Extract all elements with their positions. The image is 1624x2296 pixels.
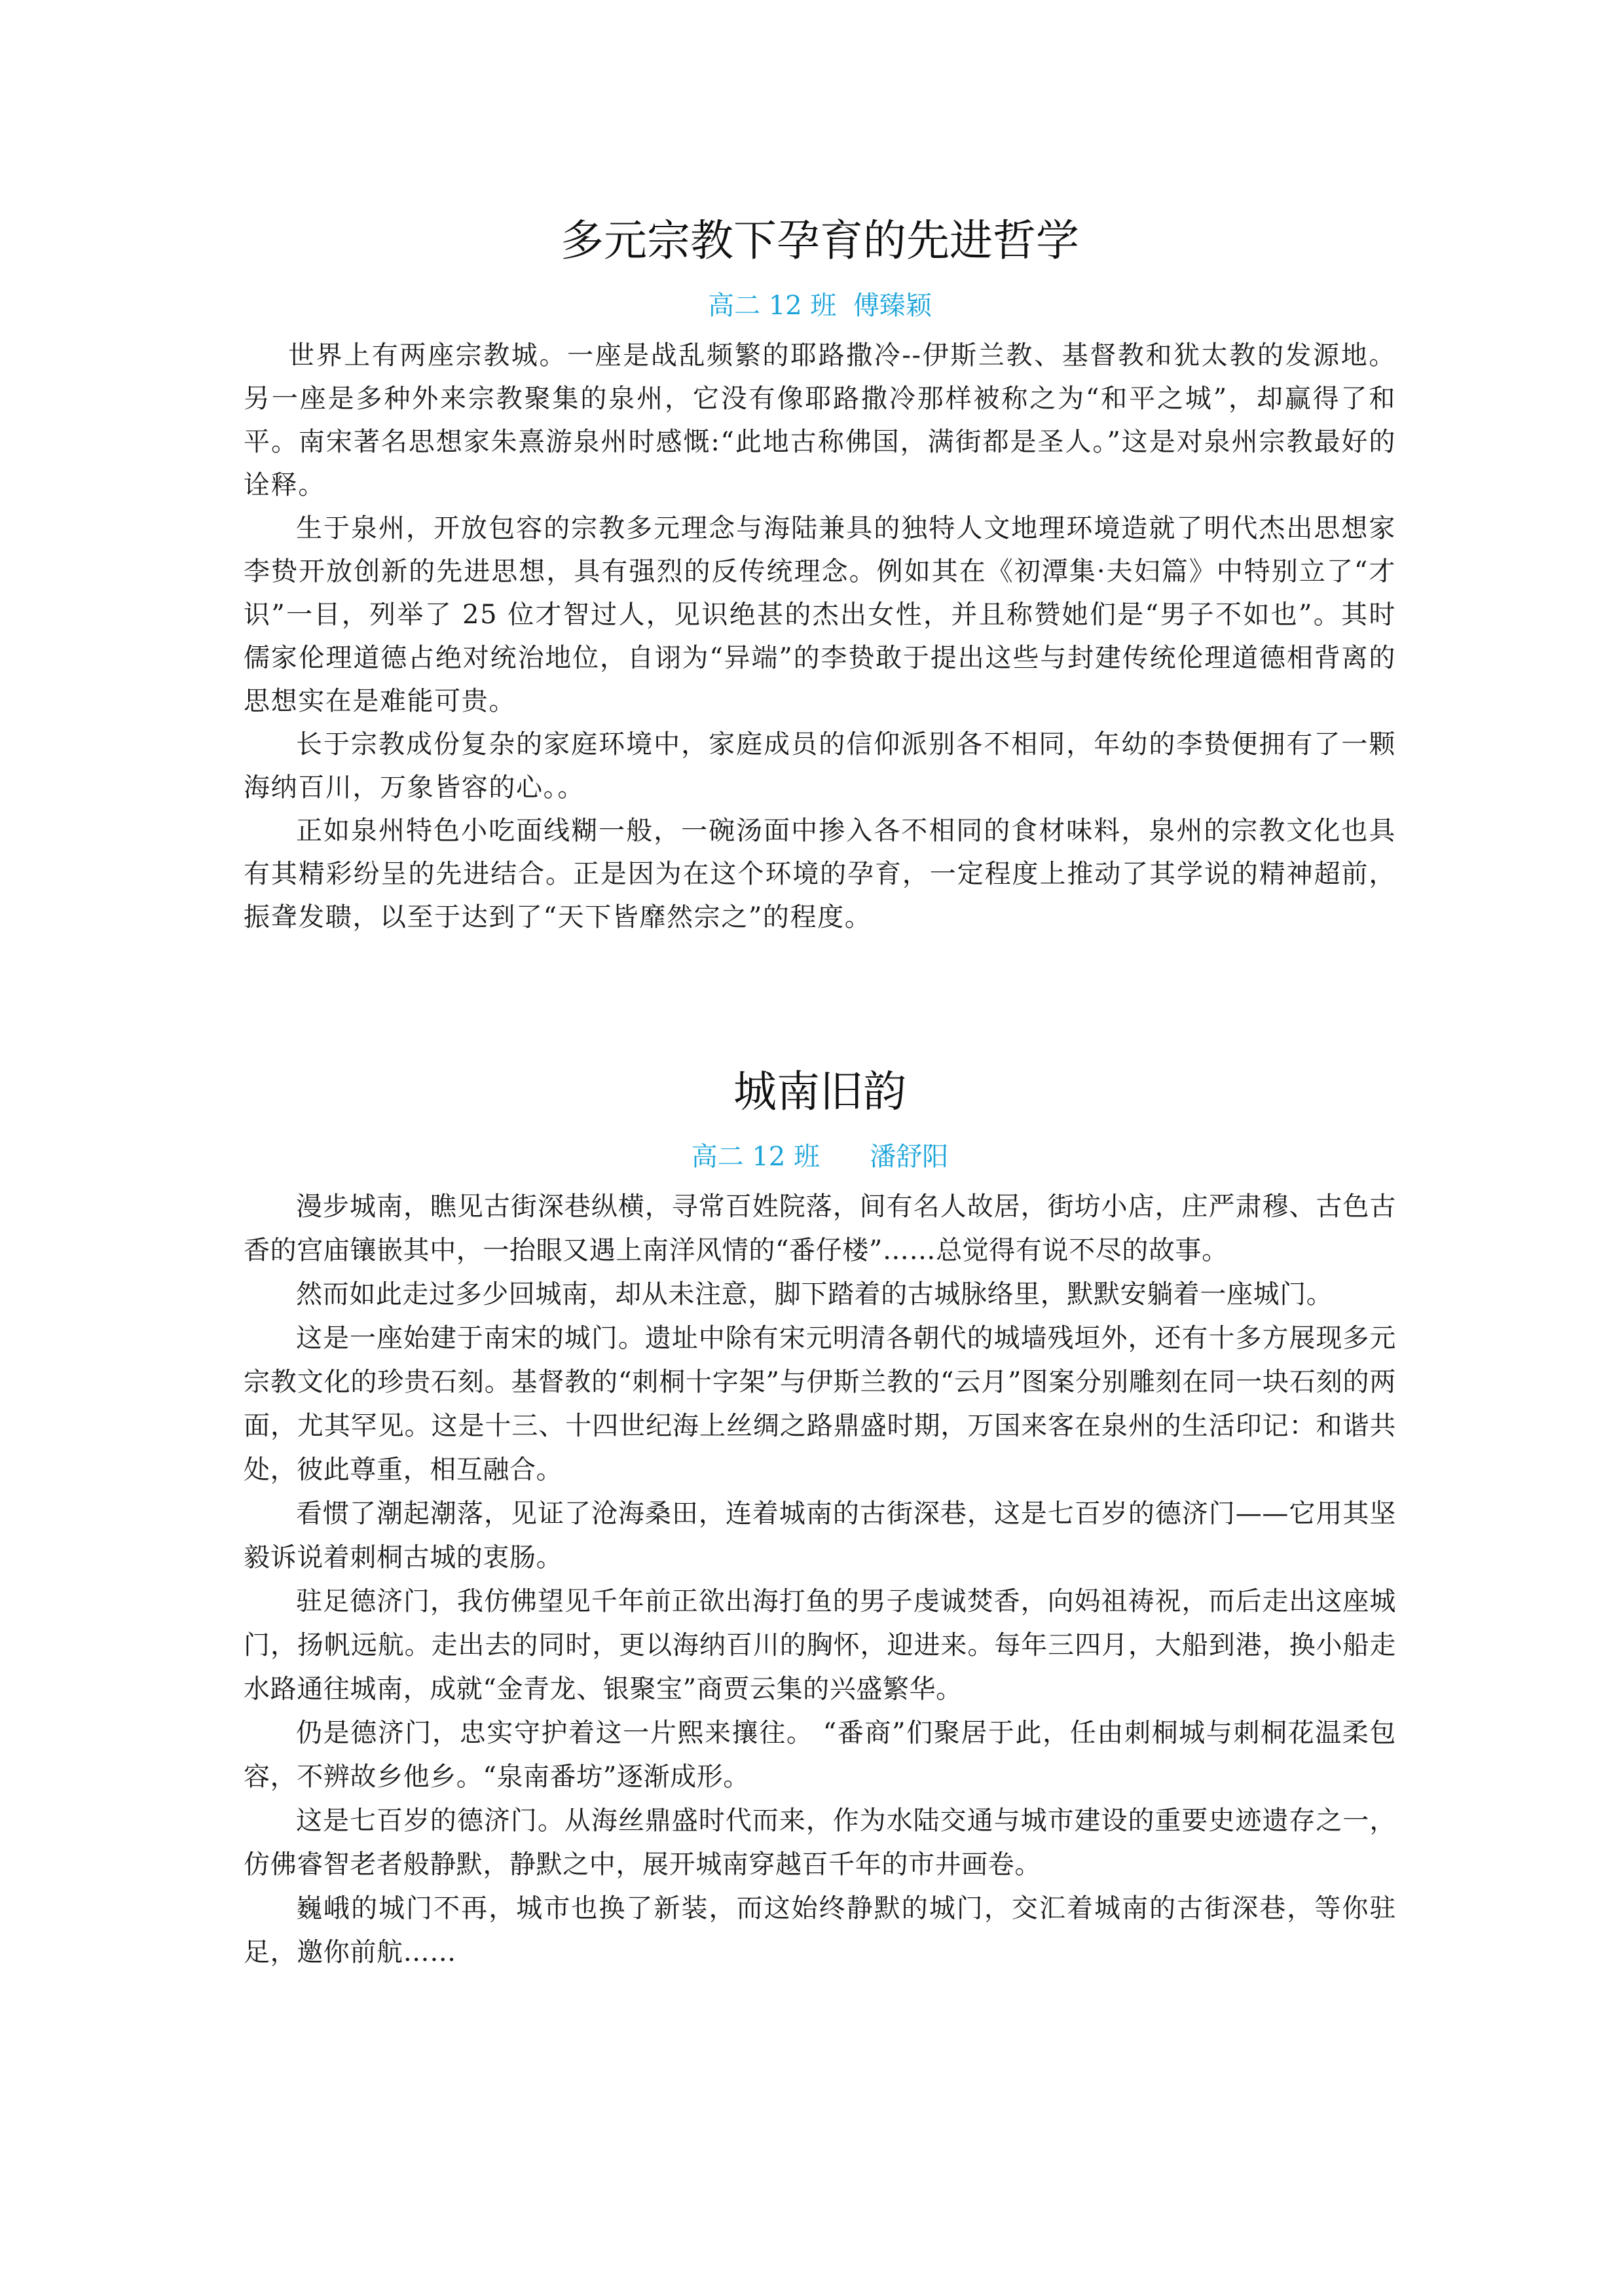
- paragraph: 这是七百岁的德济门。从海丝鼎盛时代而来，作为水陆交通与城市建设的重要史迹遗存之一，仿佛睿智老者般静默，静默之中，展开城南穿越百千年的市井画卷。: [244, 1806, 1396, 1880]
- paragraph: 漫步城南，瞧见古街深巷纵横，寻常百姓院落，间有名人故居，街坊小店，庄严肃穆、古色古香的宫庙镶嵌其中，一抬眼又遇上南洋风情的“番仔楼”……总觉得有说不尽的故事。: [244, 1192, 1396, 1266]
- paragraph: 看惯了潮起潮落，见证了沧海桑田，连着城南的古街深巷，这是七百岁的德济门——它用其坚毅诉说着刺桐古城的衷肠。: [244, 1499, 1396, 1573]
- paragraph: 世界上有两座宗教城。一座是战乱频繁的耶路撒冷--伊斯兰教、基督教和犹太教的发源地。另一座是多种外来宗教聚集的泉州，它没有像耶路撒冷那样被称之为“和平之城”，却赢得了和平。南宋著名思想家朱熹游泉州时感慨:“此地古称佛国，满街都是圣人。”这是对泉州宗教最好的诠释。: [244, 340, 1396, 500]
- paragraph: 然而如此走过多少回城南，却从未注意，脚下踏着的古城脉络里，默默安躺着一座城门。: [296, 1279, 1333, 1309]
- paragraph: 这是一座始建于南宋的城门。遗址中除有宋元明清各朝代的城墙残垣外，还有十多方展现多元宗教文化的珍贵石刻。基督教的“刺桐十字架”与伊斯兰教的“云月”图案分别雕刻在同一块石刻的两面，尤其罕见。这是十三、十四世纪海上丝绸之路鼎盛时期，万国来客在泉州的生活印记：和谐共处，彼此尊重，相互融合。: [244, 1323, 1396, 1485]
- paragraph: 生于泉州，开放包容的宗教多元理念与海陆兼具的独特人文地理环境造就了明代杰出思想家李贽开放创新的先进思想，具有强烈的反传统理念。例如其在《初潭集·夫妇篇》中特别立了“才识”一目，列举了 25 位才智过人，见识绝甚的杰出女性，并且称赞她们是“男子不如也”。其时儒家伦理道德占绝对统治地位，自诩为“异端”的李贽敢于提出这些与封建传统伦理道德相背离的思想实在是难能可贵。: [244, 513, 1396, 716]
- article-philosophy: [244, 208, 1396, 939]
- article-title: 城南旧韵: [733, 1066, 906, 1117]
- paragraph: 正如泉州特色小吃面线糊一般，一碗汤面中掺入各不相同的食材味料，泉州的宗教文化也具有其精彩纷呈的先进结合。正是因为在这个环境的孕育，一定程度上推动了其学说的精神超前，振聋发聩，以至于达到了“天下皆靡然宗之”的程度。: [244, 816, 1396, 932]
- paragraph: 驻足德济门，我仿佛望见千年前正欲出海打鱼的男子虔诚焚香，向妈祖祷祝，而后走出这座城门，扬帆远航。走出去的同时，更以海纳百川的胸怀，迎进来。每年三四月，大船到港，换小船走水路通往城南，成就“金青龙、银聚宝”商贾云集的兴盛繁华。: [244, 1586, 1396, 1704]
- author-byline: 高二 12 班 傅臻颖: [708, 291, 932, 321]
- paragraph: 巍峨的城门不再，城市也换了新装，而这始终静默的城门，交汇着城南的古街深巷，等你驻足，邀你前航……: [244, 1893, 1396, 1967]
- author-byline: 高二 12 班 潘舒阳: [691, 1142, 949, 1172]
- paragraph: 仍是德济门，忠实守护着这一片熙来攘往。 “番商”们聚居于此，任由刺桐城与刺桐花温柔包容，不辨故乡他乡。“泉南番坊”逐渐成形。: [244, 1718, 1396, 1792]
- article-title: 多元宗教下孕育的先进哲学: [561, 215, 1079, 266]
- article-chengnan: [244, 1059, 1396, 1975]
- paragraph: 长于宗教成份复杂的家庭环境中，家庭成员的信仰派别各不相同，年幼的李贽便拥有了一颗海纳百川，万象皆容的心。。: [244, 729, 1396, 803]
